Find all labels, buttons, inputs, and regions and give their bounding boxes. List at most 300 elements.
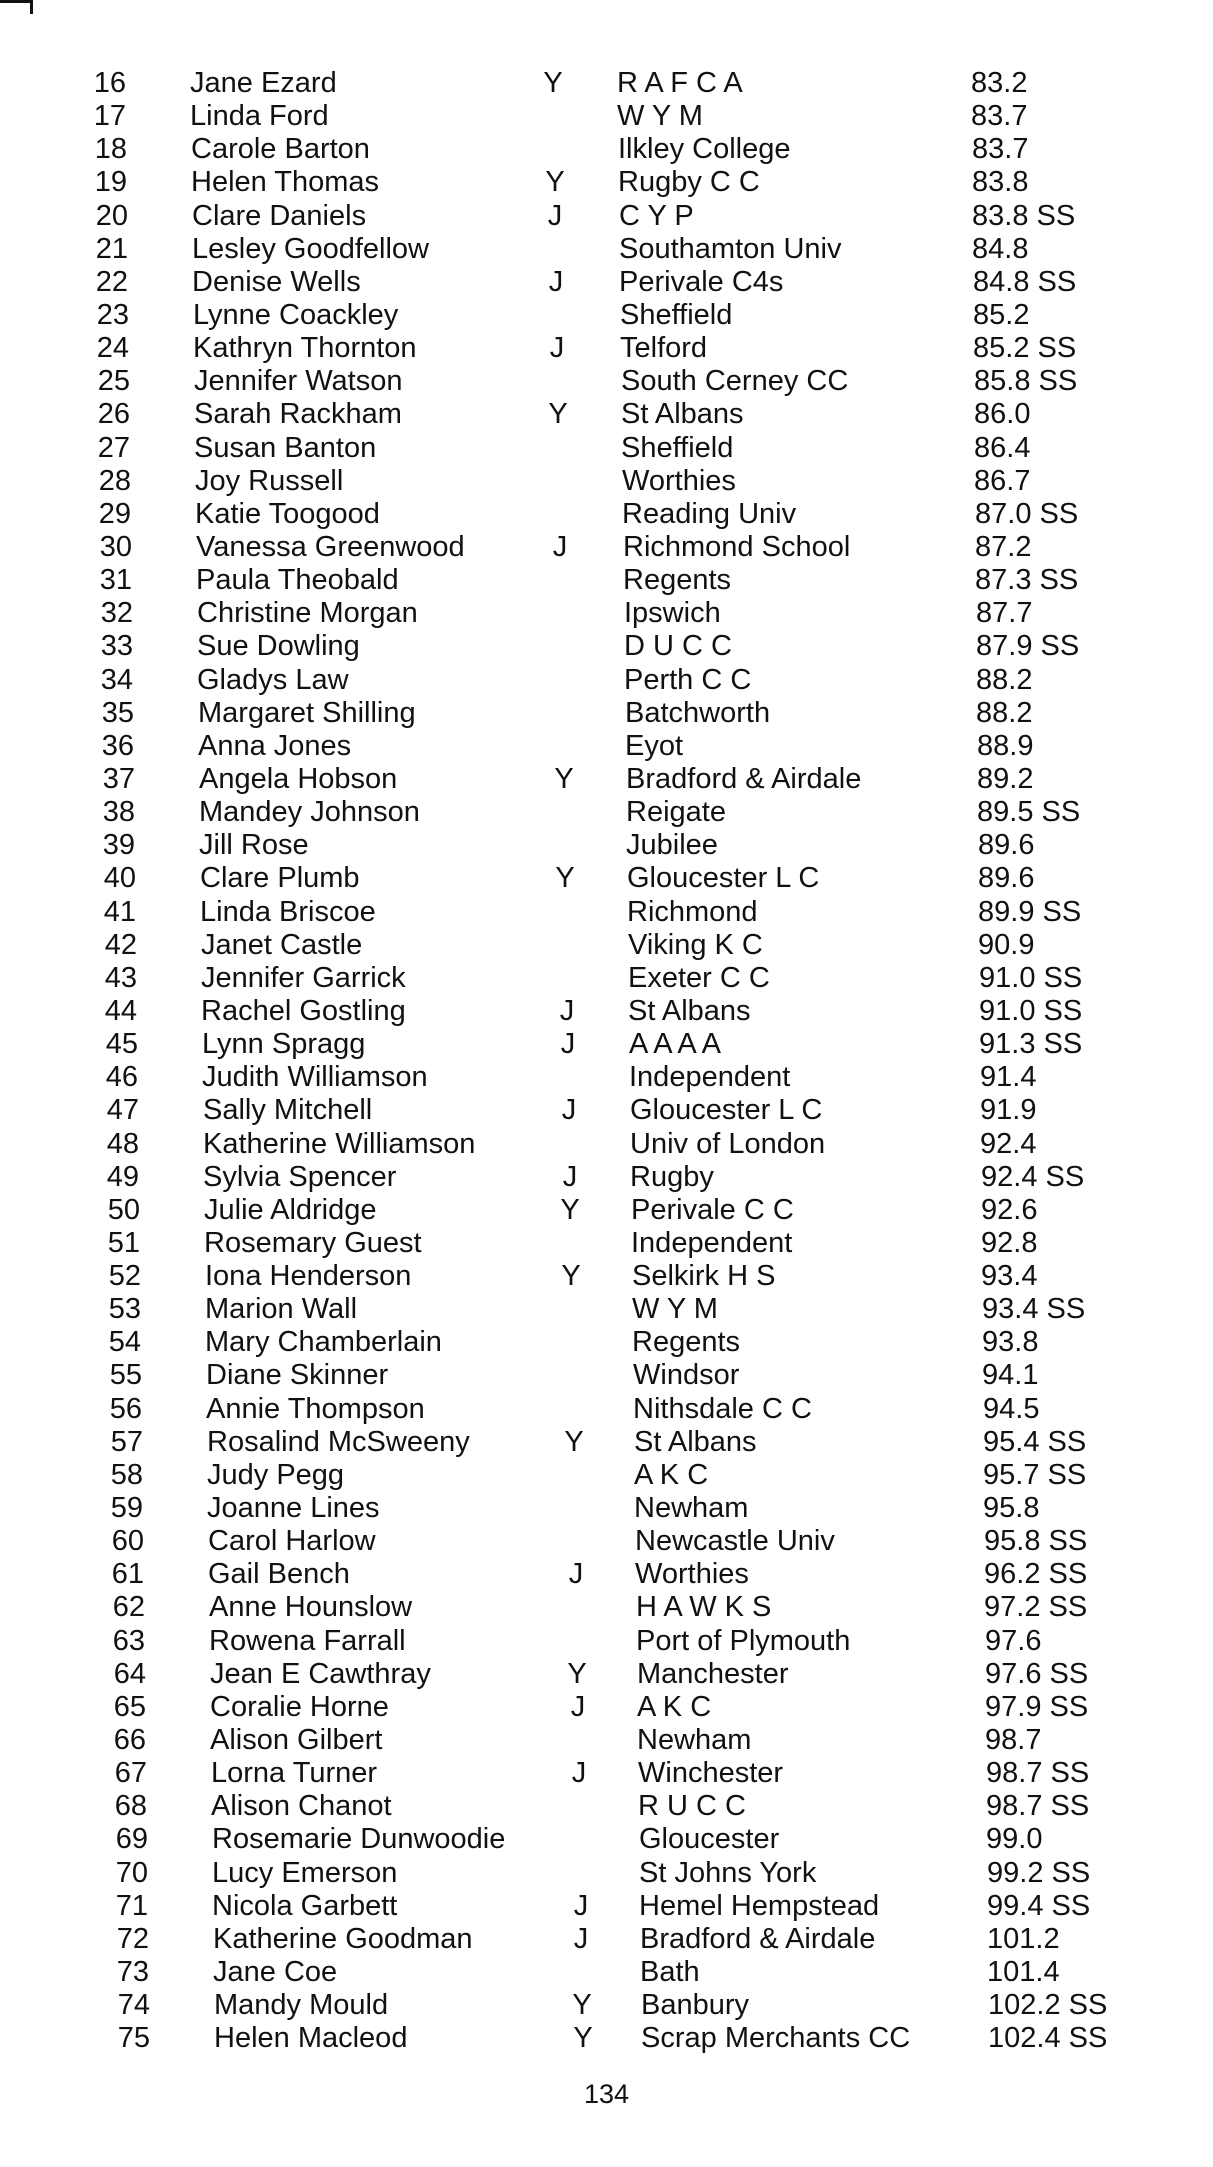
name-cell: Helen Thomas [191, 166, 380, 199]
table-row [0, 829, 1213, 862]
club-cell: Regents [632, 1326, 741, 1359]
time-cell: 101.4 [987, 1956, 1060, 1989]
club-cell: Worthies [622, 464, 736, 497]
time-cell: 91.9 [980, 1094, 1037, 1127]
table-row [0, 664, 1213, 697]
position-cell: 22 [95, 265, 128, 298]
club-cell: Rugby C C [618, 166, 760, 199]
time-cell: 95.8 [983, 1492, 1040, 1525]
category-cell: J [547, 199, 563, 232]
position-cell: 46 [105, 1061, 138, 1094]
name-cell: Margaret Shilling [198, 696, 416, 729]
club-cell: A K C [637, 1690, 712, 1723]
club-cell: Bradford & Airdale [626, 762, 862, 795]
position-cell: 25 [97, 365, 130, 398]
position-cell: 53 [108, 1293, 141, 1326]
position-cell: 29 [98, 497, 131, 530]
category-cell: Y [554, 762, 574, 795]
table-row [0, 365, 1213, 398]
club-cell: Newham [634, 1492, 749, 1525]
time-cell: 87.9 SS [976, 630, 1080, 663]
corner-crop-mark [0, 0, 30, 3]
position-cell: 35 [101, 696, 134, 729]
table-row [0, 1591, 1213, 1624]
position-cell: 20 [95, 199, 128, 232]
table-row [0, 465, 1213, 498]
name-cell: Denise Wells [192, 265, 361, 298]
table-row [0, 1161, 1213, 1194]
name-cell: Carole Barton [191, 133, 370, 166]
time-cell: 90.9 [978, 928, 1035, 961]
table-row [0, 1492, 1213, 1525]
name-cell: Clare Daniels [192, 199, 367, 232]
position-cell: 28 [98, 464, 131, 497]
time-cell: 85.8 SS [974, 365, 1078, 398]
position-cell: 74 [117, 1989, 150, 2022]
club-cell: Perth C C [624, 663, 752, 696]
club-cell: Ilkley College [618, 133, 791, 166]
time-cell: 91.0 SS [979, 994, 1083, 1027]
club-cell: Selkirk H S [632, 1260, 776, 1293]
club-cell: D U C C [624, 630, 732, 663]
time-cell: 89.2 [977, 762, 1034, 795]
position-cell: 45 [105, 1028, 138, 1061]
time-cell: 85.2 SS [973, 332, 1077, 365]
time-cell: 97.2 SS [984, 1591, 1088, 1624]
table-row [0, 1128, 1213, 1161]
name-cell: Anne Hounslow [209, 1591, 413, 1624]
name-cell: Coralie Horne [210, 1690, 389, 1723]
name-cell: Rosemary Guest [204, 1226, 422, 1259]
time-cell: 84.8 [972, 232, 1029, 265]
time-cell: 97.9 SS [985, 1690, 1089, 1723]
time-cell: 93.4 [981, 1260, 1038, 1293]
position-cell: 50 [107, 1193, 140, 1226]
time-cell: 96.2 SS [984, 1558, 1088, 1591]
table-row [0, 796, 1213, 829]
table-row [0, 1956, 1213, 1989]
position-cell: 38 [102, 796, 135, 829]
time-cell: 99.2 SS [987, 1856, 1091, 1889]
category-cell: J [573, 1889, 589, 1922]
position-cell: 68 [114, 1790, 147, 1823]
time-cell: 97.6 [985, 1624, 1042, 1657]
name-cell: Jane Ezard [190, 67, 337, 99]
time-cell: 92.6 [981, 1193, 1038, 1226]
club-cell: Rugby [630, 1160, 714, 1193]
name-cell: Judy Pegg [207, 1458, 345, 1491]
category-cell: J [573, 1922, 589, 1955]
position-cell: 67 [114, 1757, 147, 1790]
position-cell: 30 [99, 530, 132, 563]
table-row [0, 697, 1213, 730]
category-cell: Y [555, 862, 575, 895]
position-cell: 54 [108, 1326, 141, 1359]
time-cell: 89.9 SS [978, 895, 1082, 928]
table-row [0, 929, 1213, 962]
name-cell: Mandy Mould [214, 1989, 389, 2022]
time-cell: 94.1 [982, 1359, 1039, 1392]
club-cell: St Albans [634, 1425, 757, 1458]
name-cell: Lynn Spragg [202, 1028, 366, 1061]
category-cell: J [548, 265, 564, 298]
table-row [0, 1525, 1213, 1558]
table-row [0, 1094, 1213, 1127]
club-cell: Richmond [627, 895, 758, 928]
time-cell: 87.0 SS [975, 497, 1079, 530]
table-row [0, 266, 1213, 299]
table-row [0, 962, 1213, 995]
name-cell: Lorna Turner [211, 1757, 378, 1790]
table-row [0, 896, 1213, 929]
club-cell: Bath [640, 1956, 700, 1989]
position-cell: 47 [106, 1094, 139, 1127]
club-cell: Bradford & Airdale [640, 1922, 876, 1955]
time-cell: 94.5 [983, 1392, 1040, 1425]
category-cell: Y [560, 1193, 580, 1226]
club-cell: Ipswich [624, 597, 721, 630]
time-cell: 84.8 SS [973, 265, 1077, 298]
name-cell: Marion Wall [205, 1293, 358, 1326]
time-cell: 88.9 [977, 729, 1034, 762]
position-cell: 63 [112, 1624, 145, 1657]
table-row [0, 1459, 1213, 1492]
table-row [0, 730, 1213, 763]
club-cell: W Y M [632, 1293, 718, 1326]
club-cell: Nithsdale C C [633, 1392, 812, 1425]
position-cell: 62 [112, 1591, 145, 1624]
table-row [0, 1227, 1213, 1260]
name-cell: Jill Rose [199, 829, 309, 862]
club-cell: Newcastle Univ [635, 1525, 835, 1558]
table-row [0, 1658, 1213, 1691]
table-row [0, 1359, 1213, 1392]
position-cell: 40 [103, 862, 136, 895]
category-cell: J [549, 332, 565, 365]
position-cell: 18 [94, 133, 127, 166]
table-row [0, 1061, 1213, 1094]
name-cell: Linda Ford [190, 100, 329, 133]
name-cell: Nicola Garbett [212, 1889, 398, 1922]
position-cell: 55 [109, 1359, 142, 1392]
club-cell: Port of Plymouth [636, 1624, 851, 1657]
name-cell: Gladys Law [197, 663, 349, 696]
table-row [0, 100, 1213, 133]
club-cell: Exeter C C [628, 961, 770, 994]
table-row [0, 862, 1213, 895]
time-cell: 85.2 [973, 298, 1030, 331]
club-cell: Perivale C C [631, 1193, 794, 1226]
name-cell: Vanessa Greenwood [196, 530, 465, 563]
time-cell: 95.8 SS [984, 1525, 1088, 1558]
table-row [0, 1757, 1213, 1790]
table-row [0, 1028, 1213, 1061]
name-cell: Clare Plumb [200, 862, 360, 895]
table-row [0, 332, 1213, 365]
position-cell: 70 [115, 1856, 148, 1889]
time-cell: 99.4 SS [987, 1889, 1091, 1922]
club-cell: C Y P [619, 199, 694, 232]
club-cell: Windsor [633, 1359, 740, 1392]
position-cell: 42 [104, 928, 137, 961]
position-cell: 41 [103, 895, 136, 928]
time-cell: 101.2 [987, 1922, 1060, 1955]
time-cell: 102.4 SS [988, 2022, 1108, 2055]
position-cell: 33 [100, 630, 133, 663]
position-cell: 72 [116, 1922, 149, 1955]
table-row [0, 1790, 1213, 1823]
position-cell: 61 [111, 1558, 144, 1591]
club-cell: Viking K C [628, 928, 763, 961]
table-row [0, 1194, 1213, 1227]
time-cell: 89.6 [978, 862, 1035, 895]
time-cell: 98.7 [985, 1724, 1042, 1757]
time-cell: 97.6 SS [985, 1657, 1089, 1690]
position-cell: 65 [113, 1690, 146, 1723]
table-row [0, 398, 1213, 431]
name-cell: Alison Gilbert [210, 1724, 383, 1757]
club-cell: A K C [634, 1458, 709, 1491]
category-cell: J [562, 1160, 578, 1193]
table-row [0, 133, 1213, 166]
time-cell: 91.3 SS [979, 1028, 1083, 1061]
time-cell: 87.3 SS [975, 564, 1079, 597]
name-cell: Mary Chamberlain [205, 1326, 442, 1359]
position-cell: 44 [104, 994, 137, 1027]
time-cell: 86.0 [974, 398, 1031, 431]
position-cell: 75 [117, 2022, 150, 2055]
name-cell: Katherine Williamson [203, 1127, 476, 1160]
club-cell: Gloucester L C [630, 1094, 823, 1127]
table-row [0, 1989, 1213, 2022]
time-cell: 83.8 SS [972, 199, 1076, 232]
club-cell: Reigate [626, 796, 726, 829]
position-cell: 49 [106, 1160, 139, 1193]
club-cell: Telford [620, 332, 708, 365]
club-cell: Gloucester L C [627, 862, 820, 895]
position-cell: 32 [100, 597, 133, 630]
club-cell: Worthies [635, 1558, 749, 1591]
time-cell: 83.2 [971, 67, 1028, 99]
table-row [0, 67, 1213, 100]
name-cell: Joy Russell [195, 464, 344, 497]
position-cell: 34 [100, 663, 133, 696]
table-row [0, 597, 1213, 630]
position-cell: 17 [93, 100, 126, 133]
position-cell: 36 [101, 729, 134, 762]
table-row [0, 1857, 1213, 1890]
position-cell: 48 [106, 1127, 139, 1160]
club-cell: Southamton Univ [619, 232, 842, 265]
club-cell: St Johns York [639, 1856, 817, 1889]
time-cell: 89.5 SS [977, 796, 1081, 829]
table-row [0, 498, 1213, 531]
table-row [0, 1625, 1213, 1658]
table-row [0, 531, 1213, 564]
time-cell: 98.7 SS [986, 1757, 1090, 1790]
category-cell: J [568, 1558, 584, 1591]
table-row [0, 1260, 1213, 1293]
club-cell: Newham [637, 1724, 752, 1757]
name-cell: Sally Mitchell [203, 1094, 373, 1127]
position-cell: 19 [94, 166, 127, 199]
position-cell: 52 [108, 1260, 141, 1293]
name-cell: Lucy Emerson [212, 1856, 398, 1889]
time-cell: 86.4 [974, 431, 1031, 464]
time-cell: 83.7 [971, 100, 1028, 133]
name-cell: Helen Macleod [214, 2022, 408, 2055]
club-cell: Scrap Merchants CC [641, 2022, 911, 2055]
table-row [0, 1326, 1213, 1359]
position-cell: 69 [115, 1823, 148, 1856]
name-cell: Christine Morgan [197, 597, 418, 630]
position-cell: 39 [102, 829, 135, 862]
club-cell: H A W K S [636, 1591, 772, 1624]
time-cell: 87.2 [975, 530, 1032, 563]
table-row [0, 1890, 1213, 1923]
category-cell: Y [545, 166, 565, 199]
position-cell: 27 [97, 431, 130, 464]
category-cell: J [570, 1690, 586, 1723]
name-cell: Rowena Farrall [209, 1624, 406, 1657]
table-row [0, 166, 1213, 199]
time-cell: 87.7 [976, 597, 1033, 630]
club-cell: Winchester [638, 1757, 784, 1790]
name-cell: Katie Toogood [195, 497, 380, 530]
name-cell: Lynne Coackley [193, 298, 399, 331]
table-row [0, 630, 1213, 663]
name-cell: Diane Skinner [206, 1359, 389, 1392]
time-cell: 83.8 [972, 166, 1029, 199]
name-cell: Katherine Goodman [213, 1922, 473, 1955]
name-cell: Rachel Gostling [201, 994, 406, 1027]
name-cell: Alison Chanot [211, 1790, 392, 1823]
category-cell: Y [548, 398, 568, 431]
table-row [0, 1293, 1213, 1326]
name-cell: Judith Williamson [202, 1061, 428, 1094]
club-cell: Batchworth [625, 696, 771, 729]
table-row [0, 763, 1213, 796]
category-cell: Y [543, 67, 563, 99]
table-row [0, 299, 1213, 332]
page-number: 134 [583, 2079, 630, 2109]
club-cell: R A F C A [617, 67, 743, 99]
club-cell: Regents [623, 564, 732, 597]
club-cell: W Y M [617, 100, 703, 133]
name-cell: Julie Aldridge [204, 1193, 377, 1226]
club-cell: Hemel Hempstead [639, 1889, 880, 1922]
name-cell: Carol Harlow [208, 1525, 376, 1558]
table-row [0, 995, 1213, 1028]
position-cell: 66 [113, 1724, 146, 1757]
club-cell: Richmond School [623, 530, 851, 563]
table-row [0, 233, 1213, 266]
position-cell: 71 [115, 1889, 148, 1922]
time-cell: 88.2 [976, 696, 1033, 729]
name-cell: Rosemarie Dunwoodie [212, 1823, 506, 1856]
time-cell: 91.4 [980, 1061, 1037, 1094]
category-cell: Y [573, 2022, 593, 2055]
name-cell: Jane Coe [213, 1956, 338, 1989]
position-cell: 16 [93, 67, 126, 99]
club-cell: R U C C [638, 1790, 746, 1823]
category-cell: J [561, 1094, 577, 1127]
category-cell: J [560, 1028, 576, 1061]
position-cell: 23 [96, 298, 129, 331]
club-cell: Perivale C4s [619, 265, 784, 298]
table-row [0, 1923, 1213, 1956]
time-cell: 95.7 SS [983, 1458, 1087, 1491]
club-cell: Univ of London [630, 1127, 826, 1160]
position-cell: 24 [96, 332, 129, 365]
name-cell: Kathryn Thornton [193, 332, 417, 365]
position-cell: 59 [110, 1492, 143, 1525]
time-cell: 95.4 SS [983, 1425, 1087, 1458]
name-cell: Jennifer Watson [194, 365, 403, 398]
position-cell: 56 [109, 1392, 142, 1425]
position-cell: 37 [102, 762, 135, 795]
position-cell: 21 [95, 232, 128, 265]
club-cell: Eyot [625, 729, 684, 762]
time-cell: 86.7 [974, 464, 1031, 497]
category-cell: J [571, 1757, 587, 1790]
table-row [0, 1823, 1213, 1856]
club-cell: Independent [631, 1226, 793, 1259]
table-row [0, 564, 1213, 597]
position-cell: 57 [110, 1425, 143, 1458]
position-cell: 60 [111, 1525, 144, 1558]
table-row [0, 200, 1213, 233]
club-cell: Manchester [637, 1657, 789, 1690]
position-cell: 43 [104, 961, 137, 994]
time-cell: 102.2 SS [988, 1989, 1108, 2022]
table-row [0, 1558, 1213, 1591]
name-cell: Angela Hobson [199, 762, 398, 795]
time-cell: 91.0 SS [979, 961, 1083, 994]
club-cell: South Cerney CC [621, 365, 849, 398]
name-cell: Anna Jones [198, 729, 352, 762]
club-cell: Gloucester [639, 1823, 780, 1856]
category-cell: Y [572, 1989, 592, 2022]
category-cell: J [559, 994, 575, 1027]
name-cell: Susan Banton [194, 431, 377, 464]
time-cell: 93.4 SS [982, 1293, 1086, 1326]
table-row [0, 432, 1213, 465]
time-cell: 89.6 [978, 829, 1035, 862]
time-cell: 92.4 [980, 1127, 1037, 1160]
time-cell: 88.2 [976, 663, 1033, 696]
time-cell: 98.7 SS [986, 1790, 1090, 1823]
name-cell: Paula Theobald [196, 564, 399, 597]
time-cell: 83.7 [972, 133, 1029, 166]
position-cell: 26 [97, 398, 130, 431]
club-cell: St Albans [628, 994, 751, 1027]
name-cell: Annie Thompson [206, 1392, 425, 1425]
category-cell: Y [567, 1657, 587, 1690]
position-cell: 58 [110, 1458, 143, 1491]
table-row [0, 1724, 1213, 1757]
club-cell: Banbury [641, 1989, 750, 2022]
table-row [0, 2022, 1213, 2055]
name-cell: Jean E Cawthray [210, 1657, 431, 1690]
position-cell: 73 [116, 1956, 149, 1989]
club-cell: Sheffield [620, 298, 733, 331]
name-cell: Janet Castle [201, 928, 363, 961]
name-cell: Sue Dowling [197, 630, 360, 663]
name-cell: Linda Briscoe [200, 895, 376, 928]
name-cell: Lesley Goodfellow [192, 232, 429, 265]
table-row [0, 1393, 1213, 1426]
